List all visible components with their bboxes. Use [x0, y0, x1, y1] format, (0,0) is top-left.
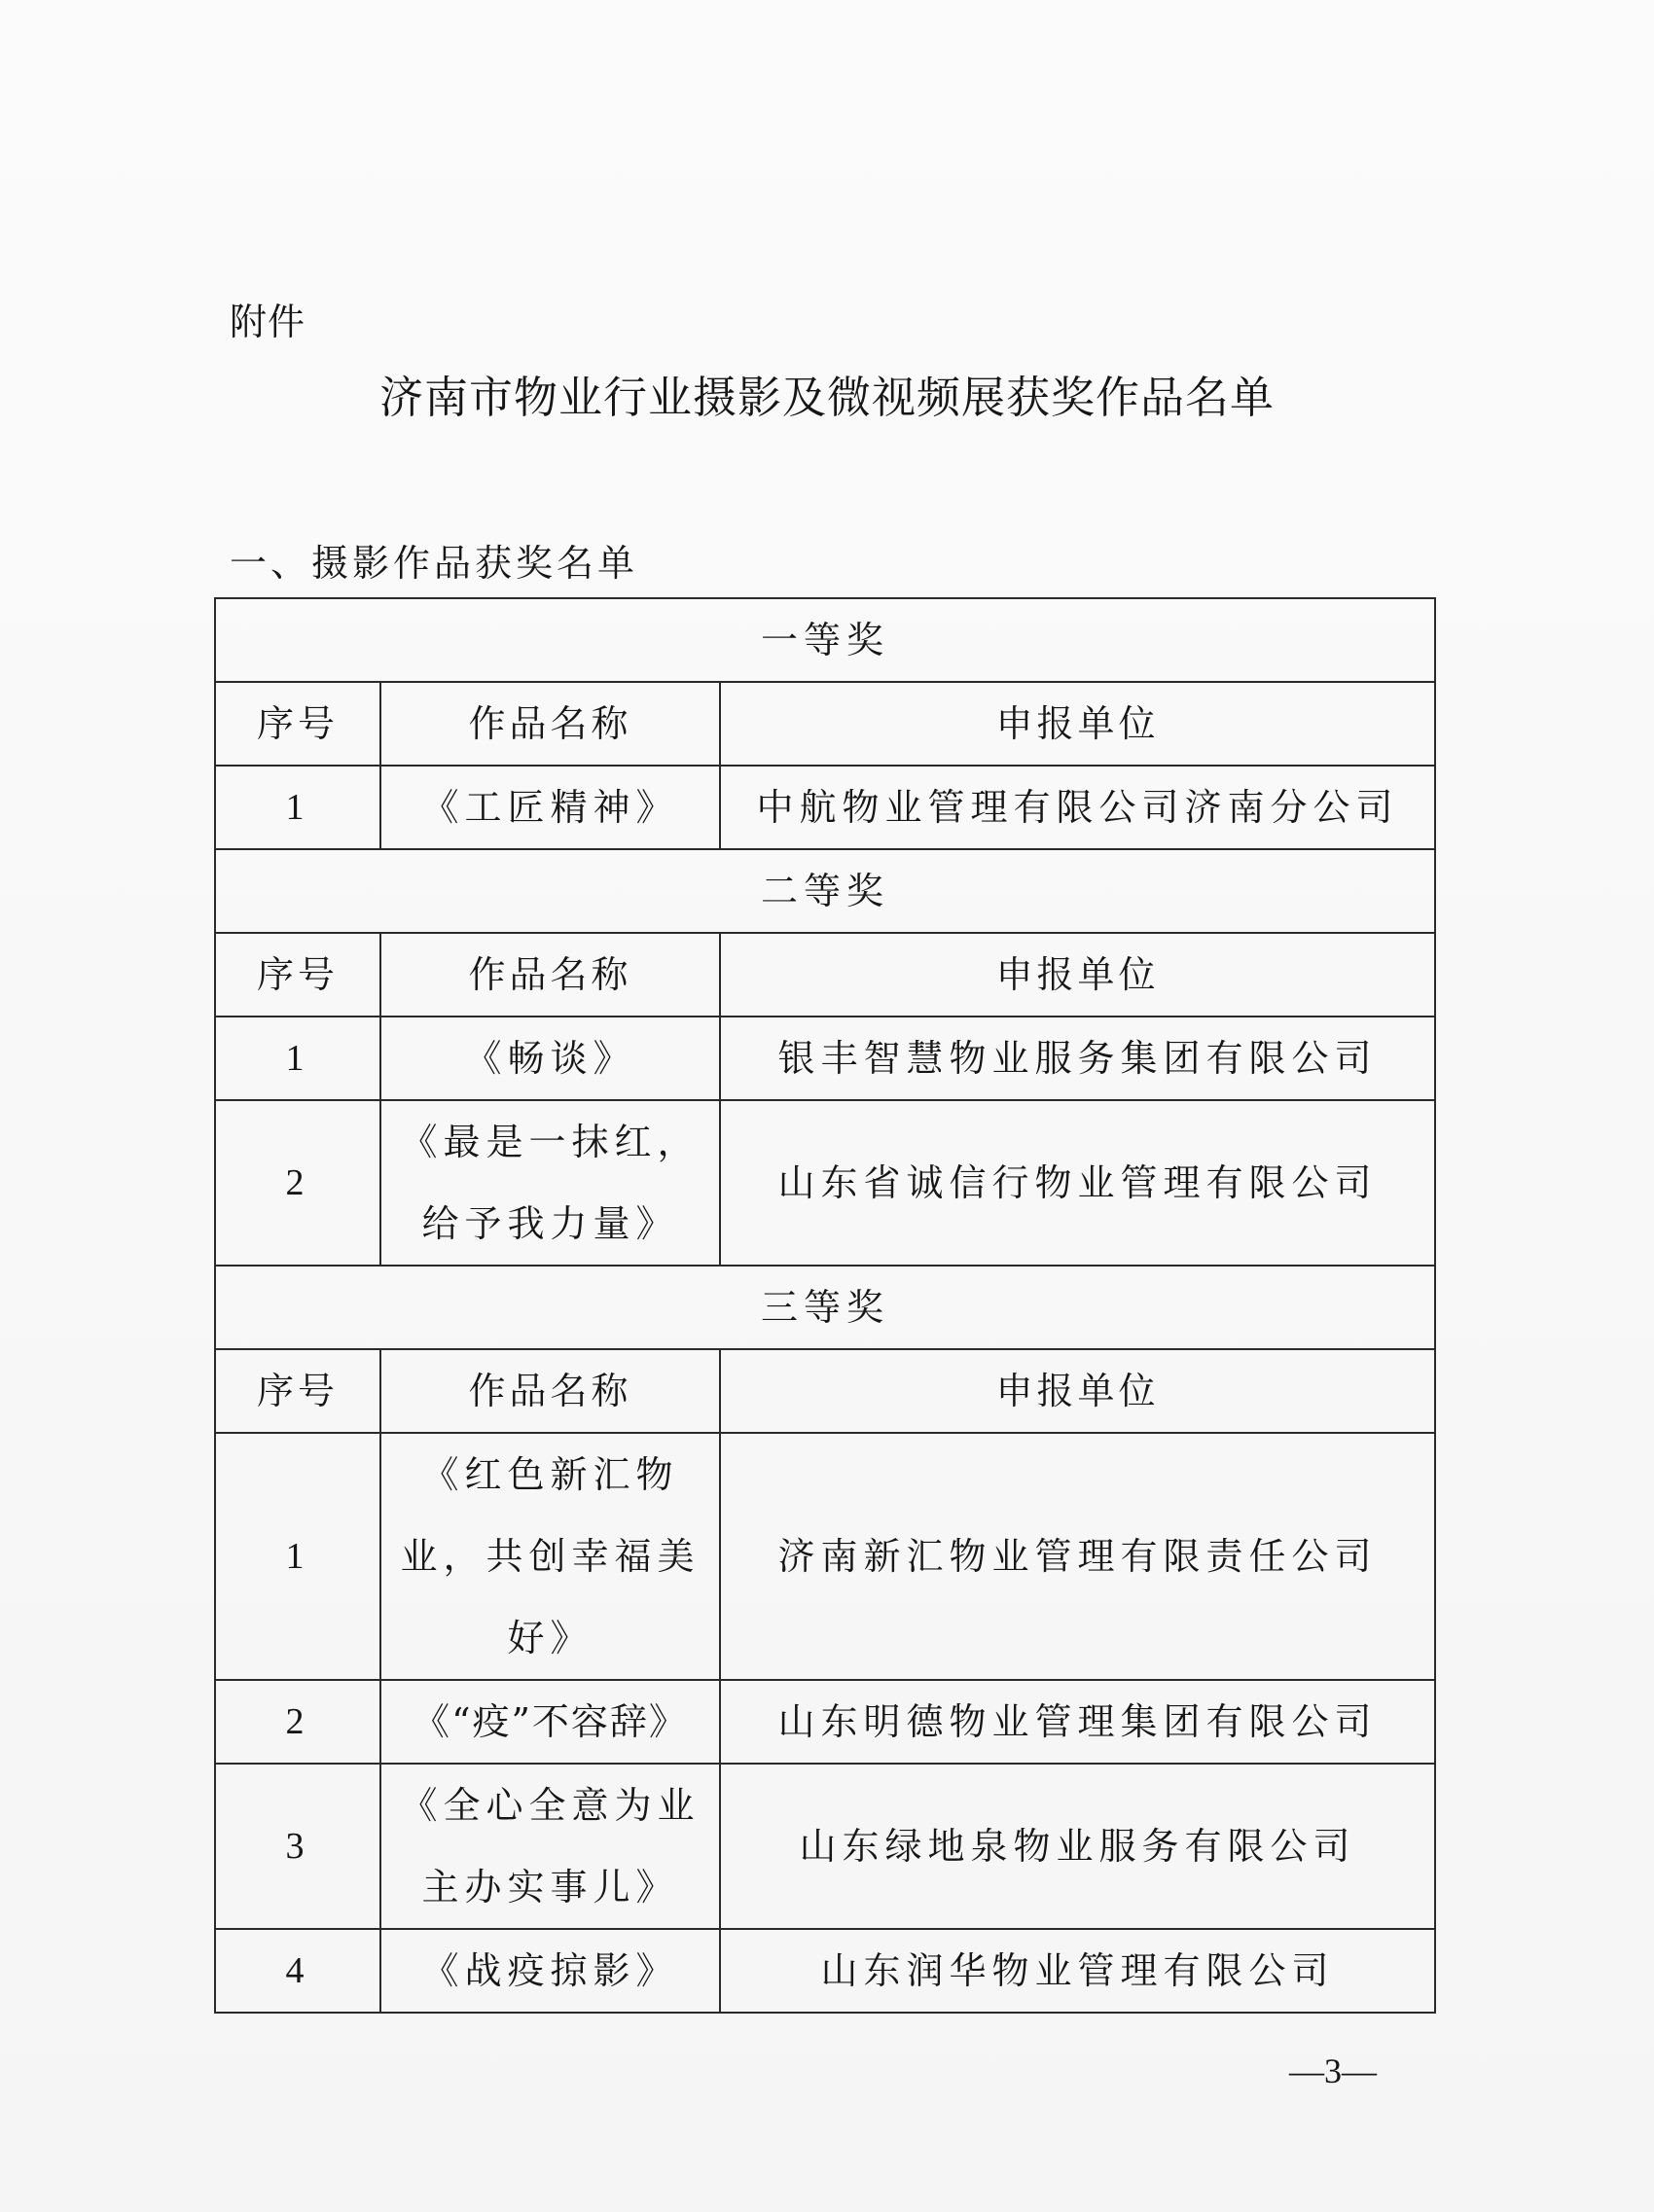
cell-title [380, 1433, 720, 1680]
table-header-row [215, 682, 1435, 766]
cell-title-line: 业，共创幸福美 [400, 1535, 701, 1578]
cell-unit: 中航物业管理有限公司济南分公司 [720, 766, 1435, 849]
grade-row-third-prize [215, 1266, 1435, 1349]
column-header-title: 作品名称 [380, 1349, 720, 1433]
cell-title: 《工匠精神》 [380, 766, 720, 849]
table-row [215, 1680, 1435, 1764]
table-header-row [215, 933, 1435, 1017]
document-title-text: 济南市物业行业摄影及微视频展获奖作品名单 [378, 372, 1275, 423]
cell-unit: 山东明德物业管理集团有限公司 [720, 1680, 1435, 1764]
cell-title: 《畅谈》 [380, 1017, 720, 1100]
column-header-no: 序号 [215, 1349, 380, 1433]
column-header-title: 作品名称 [380, 682, 720, 766]
column-header-no: 序号 [215, 682, 380, 766]
cell-title-line: 《最是一抹红， [400, 1121, 701, 1163]
section-heading: 一、摄影作品获奖名单 [230, 542, 639, 585]
cell-no: 2 [215, 1680, 380, 1764]
grade-label: 二等奖 [215, 849, 1435, 933]
column-header-no: 序号 [215, 933, 380, 1017]
table-row [215, 1100, 1435, 1266]
cell-unit: 山东绿地泉物业服务有限公司 [720, 1764, 1435, 1929]
cell-no: 3 [215, 1764, 380, 1929]
table-row [215, 1929, 1435, 2013]
awards-table [214, 597, 1436, 2014]
cell-unit: 济南新汇物业管理有限责任公司 [720, 1433, 1435, 1680]
cell-unit: 银丰智慧物业服务集团有限公司 [720, 1017, 1435, 1100]
table-row [215, 1017, 1435, 1100]
document-title [0, 362, 1654, 425]
page-number: —3— [1289, 2051, 1377, 2090]
cell-title-line: 《红色新汇物 [421, 1453, 679, 1496]
cell-title-line: 主办实事儿》 [421, 1866, 679, 1909]
cell-no: 4 [215, 1929, 380, 2013]
table-row [215, 1433, 1435, 1680]
column-header-title: 作品名称 [380, 933, 720, 1017]
cell-no: 1 [215, 766, 380, 849]
grade-label: 一等奖 [215, 598, 1435, 682]
attachment-label: 附件 [230, 301, 306, 343]
table-row [215, 766, 1435, 849]
cell-title-line: 好》 [507, 1617, 593, 1659]
cell-title [380, 1764, 720, 1929]
cell-unit: 山东省诚信行物业管理有限公司 [720, 1100, 1435, 1266]
grade-row-second-prize [215, 849, 1435, 933]
cell-title [380, 1100, 720, 1266]
column-header-unit: 申报单位 [720, 1349, 1435, 1433]
column-header-unit: 申报单位 [720, 933, 1435, 1017]
cell-no: 2 [215, 1100, 380, 1266]
cell-no: 1 [215, 1017, 380, 1100]
cell-no: 1 [215, 1433, 380, 1680]
table-header-row [215, 1349, 1435, 1433]
grade-label: 三等奖 [215, 1266, 1435, 1349]
cell-title-line: 给予我力量》 [421, 1202, 679, 1245]
grade-row-first-prize [215, 598, 1435, 682]
table-row [215, 1764, 1435, 1929]
cell-title-line: 《全心全意为业 [400, 1784, 701, 1827]
column-header-unit: 申报单位 [720, 682, 1435, 766]
cell-title: 《“疫”不容辞》 [380, 1680, 720, 1764]
cell-unit: 山东润华物业管理有限公司 [720, 1929, 1435, 2013]
cell-title: 《战疫掠影》 [380, 1929, 720, 2013]
